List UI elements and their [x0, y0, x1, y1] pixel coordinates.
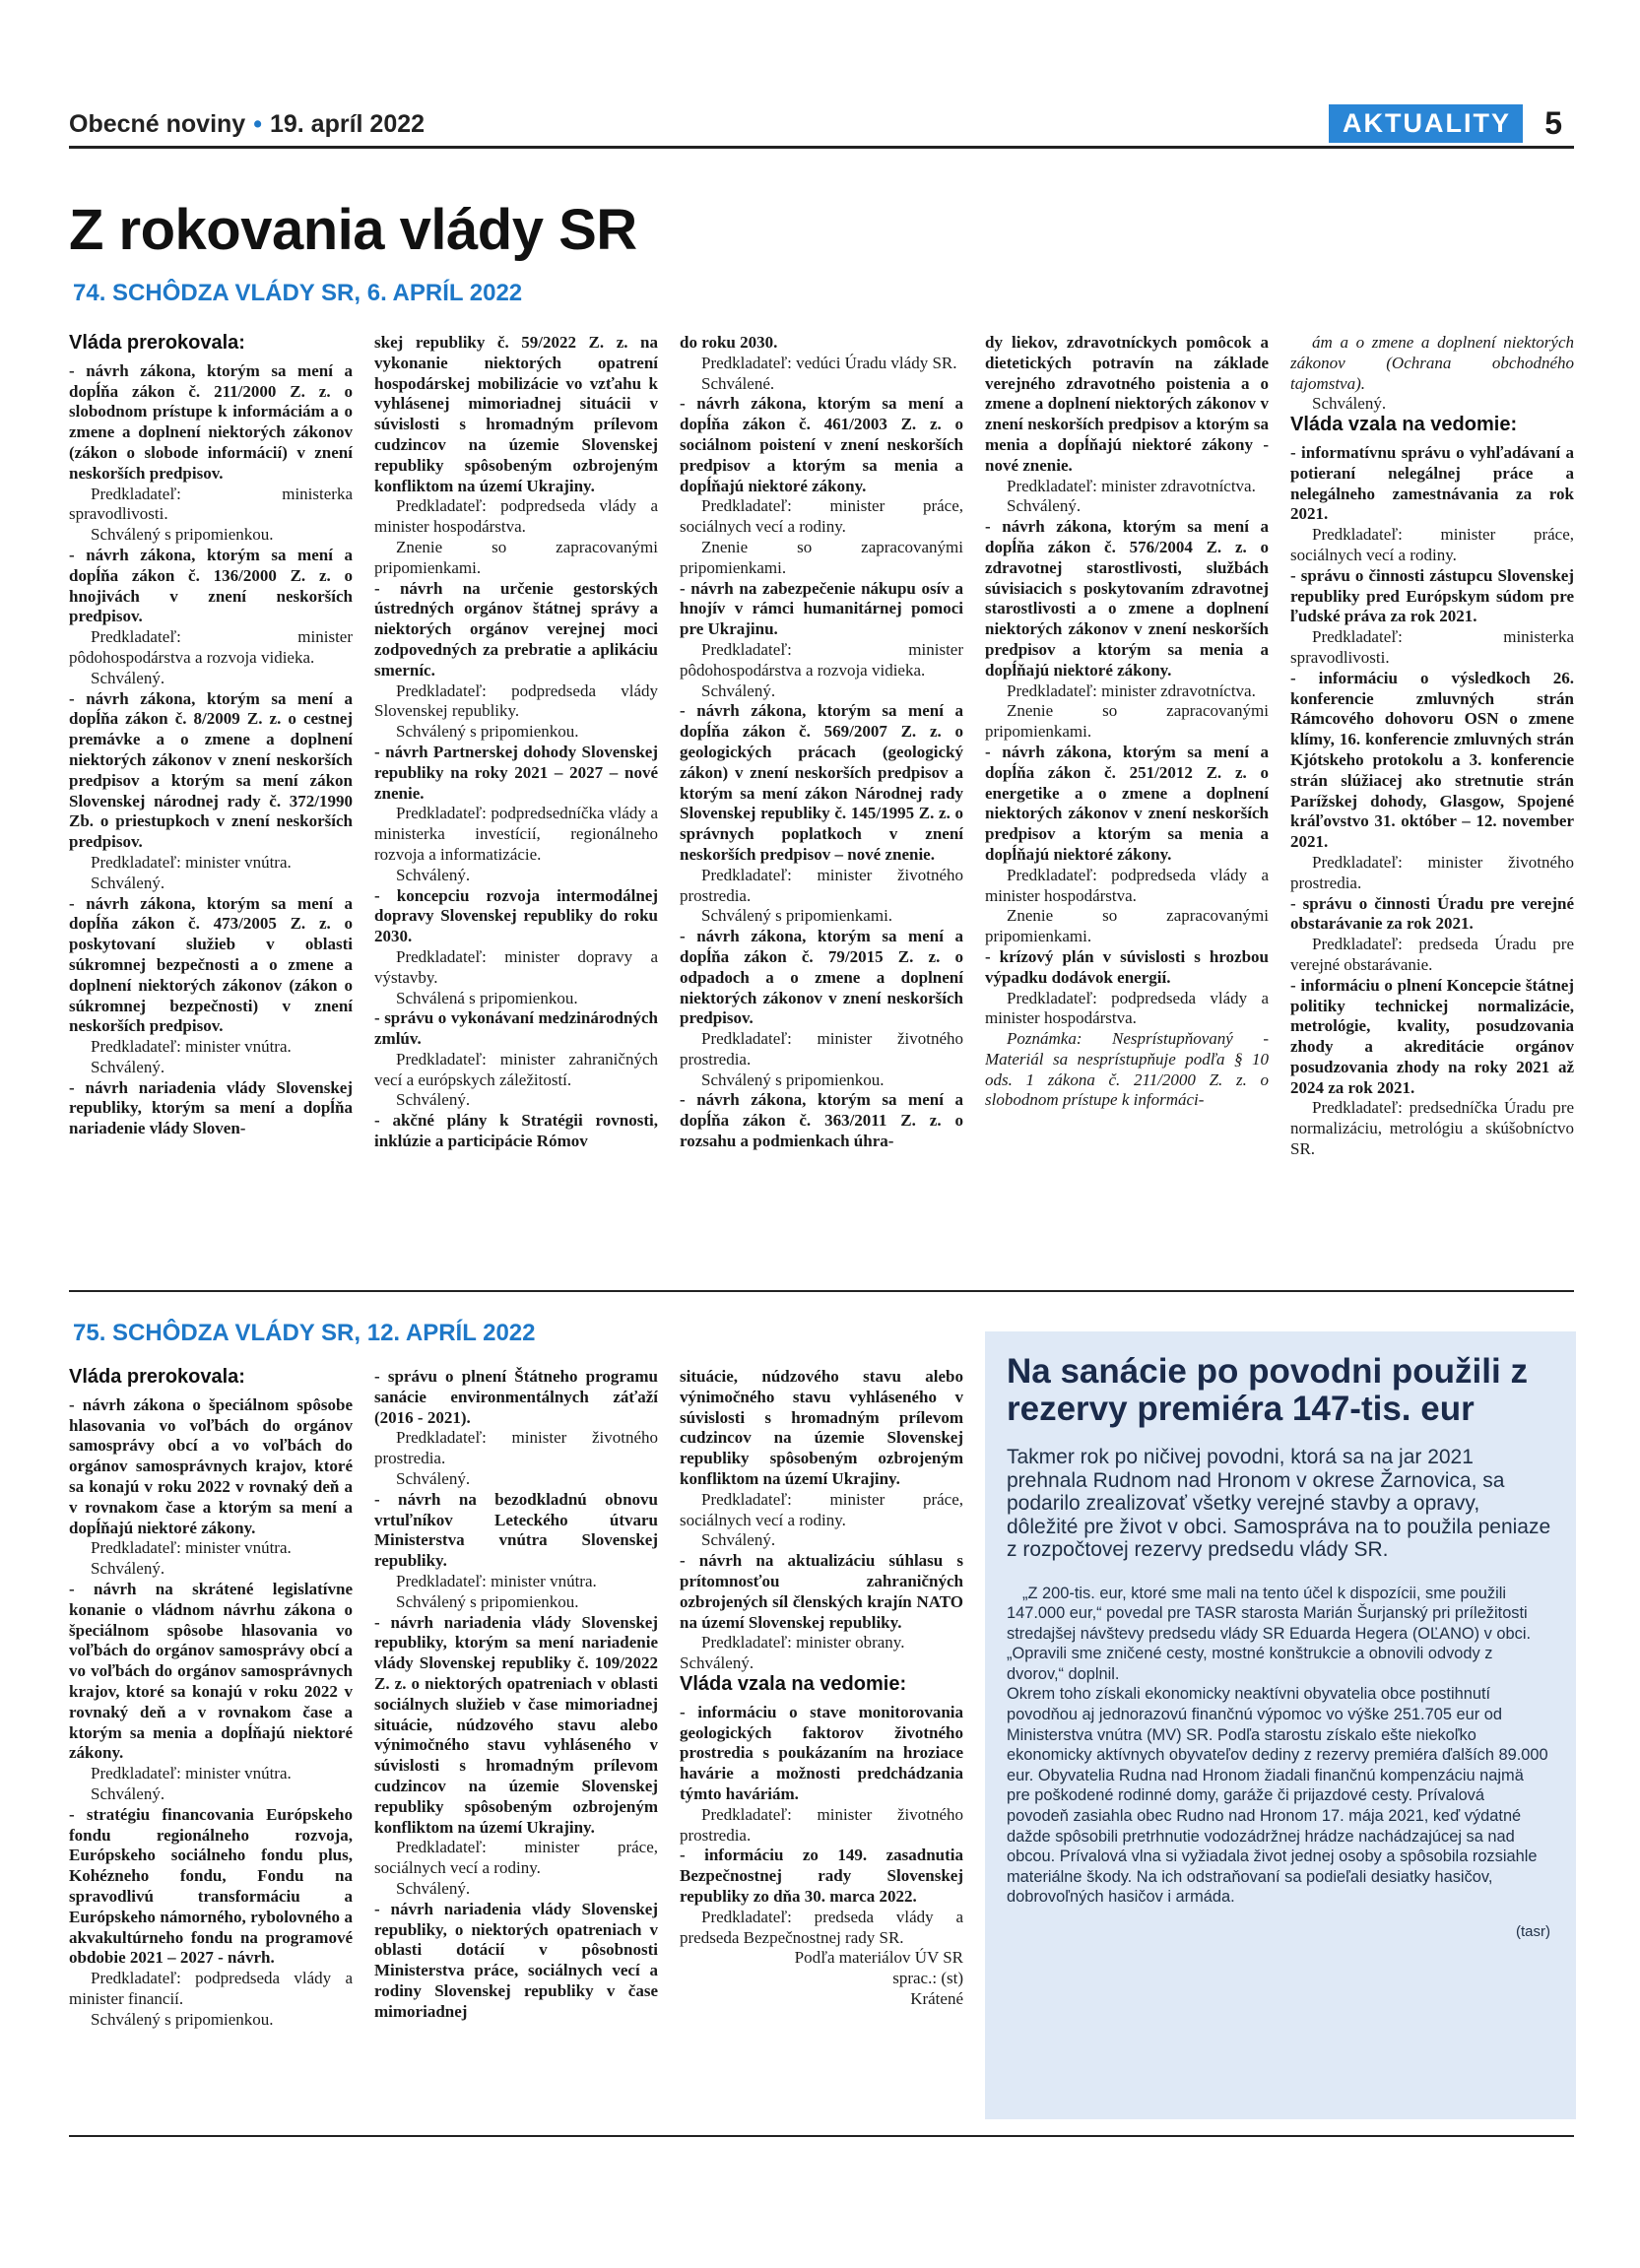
column-paragraph: - návrh nariadenia vlády Slovenskej republiky, ktorým sa mení a dopĺňa nariadenie vlády Sloven- [69, 1077, 353, 1138]
column-paragraph: Predkladateľ: minister dopravy a výstavby. [374, 946, 658, 987]
column-paragraph: - návrh zákona, ktorým sa mení a dopĺňa zákon č. 136/2000 Z. z. o hnojivách v znení neskorších predpisov. [69, 545, 353, 626]
meeting-74-column-5 [1290, 333, 1574, 1276]
column-paragraph: Predkladateľ: minister vnútra. [91, 1037, 292, 1057]
column-paragraph: - návrh Partnerskej dohody Slovenskej republiky na roky 2021 – 2027 – nové znenie. [374, 742, 658, 803]
column-paragraph: Schválený s pripomienkami. [701, 906, 893, 926]
column-paragraph: - návrh na aktualizáciu súhlasu s prítomnosťou zahraničných ozbrojených síl členských krajín NATO na území Slovenskej republiky. [680, 1551, 963, 1632]
column-paragraph: Schválený. [1007, 496, 1082, 516]
column-paragraph: Predkladateľ: minister práce, sociálnych vecí a rodiny. [680, 1489, 963, 1529]
column-paragraph: Predkladateľ: minister pôdohospodárstva a rozvoja vidieka. [69, 627, 353, 667]
column-paragraph: Schválený. [91, 1783, 165, 1803]
column-paragraph: Predkladateľ: minister vnútra. [91, 1538, 292, 1558]
column-paragraph: Schválený. [91, 1057, 165, 1076]
column-paragraph: - správu o plnení Štátneho programu sanácie environmentálnych záťaží (2016 - 2021). [374, 1367, 658, 1427]
column-paragraph: Predkladateľ: minister životného prostredia. [680, 865, 963, 905]
page-number: 5 [1544, 105, 1562, 141]
column-paragraph: - stratégiu financovania Európskeho fondu regionálneho rozvoja, Európskeho sociálneho fondu plus, Kohézneho fondu, Fondu na spravodlivú transformáciu a Európskeho námorného, rybolovného a akvakultúrneho fondu na programové obdobie 2021 – 2027 - návrh. [69, 1804, 353, 1968]
column-paragraph: - návrh nariadenia vlády Slovenskej republiky, o niektorých opatreniach v oblasti dotácií v pôsobnosti Ministerstva práce, sociálnych vecí a rodiny Slovenskej republiky v čase mimoriadnej [374, 1899, 658, 2021]
column-paragraph: Schválený. [1312, 394, 1387, 414]
column-paragraph: Schválený. [396, 865, 471, 884]
column-paragraph: Poznámka: Nesprístupňovaný - Materiál sa nesprístupňuje podľa § 10 ods. 1 zákona č. 211/2000 Z. z. o slobodnom prístupe k informáci- [985, 1029, 1269, 1110]
section-label: AKTUALITY [1329, 104, 1523, 143]
column-paragraph: Predkladateľ: minister práce, sociálnych vecí a rodiny. [374, 1838, 658, 1878]
column-paragraph: sprac.: (st) [892, 1969, 963, 1988]
flood-news-paragraph: Okrem toho získali ekonomicky neaktívni obyvatelia obce postihnutí povodňou aj jednorazovú finančnú výpomoc vo výške 251.705 eur od Ministerstva vnútra (MV) SR. Podľa starostu získalo ešte niekoľko ekonomicky aktívnych obyvateľov dediny z rezervy premiéra ďalších 89.000 eur. Obyvatelia Rudna nad Hronom žiadali finančnú kompenzáciu najmä pre poškodené rodinné domy, garáže či prijazdové cesty. Prívalová povodeň zasiahla obec Rudno nad Hronom 17. mája 2021, keď výdatné dažde spôsobili pretrhnutie vodozádržnej hrádze nachádzajúcej sa nad obcou. Prívalová vlna si vyžiadala život jednej osoby a spôsobila rozsiahle materiálne škody. Na ich odstraňovaní sa podieľali desiatky hasičov, dobrovoľných hasičov i armáda. [1007, 1685, 1548, 1907]
header-masthead [69, 110, 425, 139]
flood-news-paragraph: „Z 200-tis. eur, ktoré sme mali na tento účel k dispozícii, sme použili 147.000 eur,“ povedal pre TASR starosta Marián Šurjanský pri príležitosti stredajšej návštevy predsedu vlády SR Eduarda Hegera (OĽANO) v obci. „Opravili sme zničené cesty, mostné konštrukcie a obnovili odvody z dvorov,“ doplnil. [1007, 1584, 1532, 1683]
column-paragraph: - návrh nariadenia vlády Slovenskej republiky, ktorým sa mení nariadenie vlády Slovenskej republiky č. 109/2022 Z. z. o niektorých opatreniach v oblasti sociálnych služieb v čase mimoriadnej situácie, núdzového stavu alebo výnimočného stavu vyhláseného v súvislosti s hromadným prílevom cudzincov na územie Slovenskej republiky spôsobeným ozbrojeným konfliktom na území Ukrajiny. [374, 1612, 658, 1837]
column-paragraph: Predkladateľ: podpredsedníčka vlády a ministerka investícií, regionálneho rozvoja a informatizácie. [374, 804, 658, 864]
column-paragraph: - návrh zákona, ktorým sa mení a dopĺňa zákon č. 576/2004 Z. z. o zdravotnej starostlivosti, službách súvisiacich s poskytovaním zdravotnej starostlivosti a o zmene a doplnení niektorých zákonov v znení neskorších predpisov a ktorým sa menia a dopĺňajú niektoré zákony. [985, 517, 1269, 680]
column-paragraph: Schválený. [396, 1878, 471, 1898]
column-paragraph: Predkladateľ: minister zahraničných vecí a európskych záležitostí. [374, 1049, 658, 1089]
column-paragraph: Schválené. [701, 373, 775, 393]
column-paragraph: Predkladateľ: minister vnútra. [396, 1571, 597, 1590]
meeting-75-heading: 75. SCHÔDZA VLÁDY SR, 12. APRÍL 2022 [73, 1320, 536, 1346]
column-paragraph: Schválený s pripomienkou. [91, 2009, 274, 2029]
column-paragraph: - návrh zákona, ktorým sa mení a dopĺňa zákon č. 8/2009 Z. z. o cestnej premávke a o zmene a doplnení niektorých zákonov v znení neskorších predpisov a ktorým sa mení zákon Slovenskej národnej rady č. 372/1990 Zb. o priestupkoch v znení neskorších predpisov. [69, 688, 353, 852]
meeting-74-column-4 [985, 333, 1269, 1276]
meeting-74-column-3 [680, 333, 963, 1276]
column-paragraph: - informatívnu správu o vyhľadávaní a potieraní nelegálnej práce a nelegálneho zamestnávania za rok 2021. [1290, 442, 1574, 524]
column-paragraph: ám a o zmene a doplnení niektorých zákonov (Ochrana obchodného tajomstva). [1290, 333, 1574, 393]
column-paragraph: Predkladateľ: podpredseda vlády a minister hospodárstva. [985, 988, 1269, 1028]
section-label: Vláda prerokovala: [69, 1367, 245, 1388]
column-paragraph: Schválený. [680, 1653, 754, 1673]
column-paragraph: Predkladateľ: podpredseda vlády a minister hospodárstva. [374, 496, 658, 537]
column-paragraph: - návrh zákona, ktorým sa mení a dopĺňa zákon č. 461/2003 Z. z. o sociálnom poistení v znení neskorších predpisov a ktorým sa menia a dopĺňajú niektoré zákony. [680, 394, 963, 495]
column-paragraph: Schválený. [701, 1530, 776, 1550]
column-paragraph: - krízový plán v súvislosti s hrozbou výpadku dodávok energií. [985, 946, 1269, 987]
column-paragraph: Predkladateľ: minister vnútra. [91, 1764, 292, 1783]
column-paragraph: Predkladateľ: predsedníčka Úradu pre normalizáciu, metrológiu a skúšobníctvo SR. [1290, 1098, 1574, 1159]
column-paragraph: Znenie so zapracovanými pripomienkami. [985, 701, 1269, 742]
column-paragraph: Predkladateľ: minister životného prostredia. [374, 1428, 658, 1468]
flood-news-lead: Takmer rok po ničivej povodni, ktorá sa na jar 2021 prehnala Rudnom nad Hronom v okrese Žarnovica, sa podarilo zrealizovať všetky verejné stavby a opravy, dôležité pre život v obci. Samospráva na to použila peniaze z rozpočtovej rezervy predsedu vlády SR. [1007, 1446, 1551, 1561]
column-paragraph: Krátené [910, 1988, 963, 2008]
column-paragraph: - správu o vykonávaní medzinárodných zmlúv. [374, 1008, 658, 1049]
column-paragraph: Predkladateľ: podpredseda vlády Slovenskej republiky. [374, 680, 658, 721]
section-divider [69, 1290, 1574, 1292]
column-paragraph: Predkladateľ: podpredseda vlády a minister financií. [69, 1969, 353, 2008]
column-paragraph: Schválený. [91, 1559, 165, 1579]
column-paragraph: Schválený. [701, 680, 776, 700]
column-paragraph: - návrh zákona, ktorým sa mení a dopĺňa zákon č. 251/2012 Z. z. o energetike a o zmene a doplnení niektorých zákonov v znení neskorších predpisov a ktorým sa menia a dopĺňajú niektoré zákony. [985, 742, 1269, 864]
column-paragraph: situácie, núdzového stavu alebo výnimočného stavu vyhláseného v súvislosti s hromadným prílevom cudzincov na územie Slovenskej republiky spôsobeným ozbrojeným konfliktom na území Ukrajiny. [680, 1367, 963, 1488]
column-paragraph: - návrh na určenie gestorských ústredných orgánov štátnej správy a niektorých orgánov verejnej moci zodpovedných za prebratie a aplikáciu smerníc. [374, 578, 658, 680]
column-paragraph: Predkladateľ: minister vnútra. [91, 852, 292, 872]
column-paragraph: Znenie so zapracovanými pripomienkami. [374, 537, 658, 577]
column-paragraph: - akčné plány k Stratégii rovnosti, inklúzie a participácie Rómov [374, 1111, 658, 1151]
meeting-74-column-2 [374, 333, 658, 1276]
flood-news-body [1007, 1584, 1550, 1909]
meeting-74-column-1 [69, 333, 353, 1276]
header-rule [69, 146, 1574, 149]
column-paragraph: Predkladateľ: minister zdravotníctva. [1007, 680, 1256, 700]
meeting-75-column-1 [69, 1367, 353, 2115]
footer-rule [69, 2135, 1574, 2137]
column-paragraph: dy liekov, zdravotníckych pomôcok a dietetických potravín na základe verejného zdravotného poistenia a o zmene a doplnení niektorých zákonov v znení neskorších predpisov a ktorým sa menia a dopĺňajú niektoré zákony - nové znenie. [985, 333, 1269, 475]
flood-news-box [985, 1331, 1576, 2119]
column-paragraph: - koncepciu rozvoja intermodálnej dopravy Slovenskej republiky do roku 2030. [374, 885, 658, 946]
column-paragraph: Schválený s pripomienkou. [396, 722, 579, 742]
column-paragraph: Predkladateľ: minister pôdohospodárstva a rozvoja vidieka. [680, 639, 963, 680]
column-paragraph: Predkladateľ: minister životného prostredia. [680, 1029, 963, 1069]
column-paragraph: - návrh zákona, ktorým sa mení a dopĺňa zákon č. 473/2005 Z. z. o poskytovaní služieb v oblasti súkromnej bezpečnosti a o zmene a doplnení niektorých zákonov (zákon o súkromnej bezpečnosti) v znení neskorších predpisov. [69, 893, 353, 1036]
column-paragraph: - návrh zákona, ktorým sa mení a dopĺňa zákon č. 211/2000 Z. z. o slobodnom prístupe k informáciám a o zmene a doplnení niektorých zákonov (zákon o slobode informácií) v znení neskorších predpisov. [69, 360, 353, 483]
column-paragraph: Predkladateľ: vedúci Úradu vlády SR. [701, 353, 957, 372]
column-paragraph: Znenie so zapracovanými pripomienkami. [985, 906, 1269, 946]
column-paragraph: Schválená s pripomienkou. [396, 988, 578, 1007]
flood-news-headline: Na sanácie po povodni použili z rezervy premiéra 147-tis. eur [1007, 1352, 1528, 1428]
column-paragraph: Schválený s pripomienkou. [396, 1591, 579, 1611]
column-paragraph: - správu o činnosti zástupcu Slovenskej republiky pred Európskym súdom pre ľudské práva za rok 2021. [1290, 565, 1574, 626]
column-paragraph: Predkladateľ: minister obrany. [701, 1633, 905, 1652]
column-paragraph: do roku 2030. [680, 333, 778, 352]
column-paragraph: Schválený s pripomienkou. [91, 525, 274, 545]
column-paragraph: Predkladateľ: ministerka spravodlivosti. [69, 484, 353, 524]
flood-news-credit: (tasr) [1516, 1923, 1550, 1940]
column-paragraph: Podľa materiálov ÚV SR [794, 1948, 963, 1968]
column-paragraph: - návrh na bezodkladnú obnovu vrtuľníkov Leteckého útvaru Ministerstva vnútra Slovenskej republiky. [374, 1489, 658, 1571]
column-paragraph: Predkladateľ: minister práce, sociálnych vecí a rodiny. [680, 496, 963, 537]
column-paragraph: - návrh zákona o špeciálnom spôsobe hlasovania vo voľbách do orgánov samosprávy obcí a vo voľbách do orgánov samosprávnych krajov, ktoré sa konajú v roku 2022 v rovnaký deň a v rovnakom čase a ktorým sa mení a dopĺňajú niektoré zákony. [69, 1394, 353, 1537]
column-paragraph: - návrh zákona, ktorým sa mení a dopĺňa zákon č. 569/2007 Z. z. o geologických prácach (geologický zákon) v znení neskorších predpisov a ktorým sa mení zákon Národnej rady Slovenskej republiky č. 145/1995 Z. z. o správnych poplatkoch v znení neskorších predpisov – nové znenie. [680, 701, 963, 864]
column-paragraph: Schválený. [91, 873, 165, 892]
column-paragraph: - informáciu zo 149. zasadnutia Bezpečnostnej rady Slovenskej republiky zo dňa 30. marca 2022. [680, 1846, 963, 1906]
issue-date: 19. apríl 2022 [269, 110, 426, 138]
column-paragraph: skej republiky č. 59/2022 Z. z. na vykonanie niektorých opatrení hospodárskej mobilizácie vo vzťahu k vyhlásenej mimoriadnej situácii v súvislosti s hromadným prílevom cudzincov na územie Slovenskej republiky spôsobeným ozbrojeným konfliktom na území Ukrajiny. [374, 333, 658, 495]
column-paragraph: - informáciu o výsledkoch 26. konferencie zmluvných strán Rámcového dohovoru OSN o zmene klímy, 16. konferencie zmluvných strán Kjótskeho protokolu a 3. konferencie strán slúžiacej ako stretnutie strán Parížskej dohody, Glasgow, Spojené kráľovstvo 31. október – 12. november 2021. [1290, 668, 1574, 852]
column-paragraph: Schválený. [91, 668, 165, 687]
column-paragraph: Predkladateľ: minister práce, sociálnych vecí a rodiny. [1290, 525, 1574, 564]
column-paragraph: Predkladateľ: predseda Úradu pre verejné obstarávanie. [1290, 935, 1574, 974]
column-paragraph: - informáciu o plnení Koncepcie štátnej politiky technickej normalizácie, metrológie, kvality, posudzovania zhody a akreditácie orgánov posudzovania zhody na roky 2021 až 2024 za rok 2021. [1290, 975, 1574, 1097]
column-paragraph: - správu o činnosti Úradu pre verejné obstarávanie za rok 2021. [1290, 893, 1574, 934]
meeting-74-heading: 74. SCHÔDZA VLÁDY SR, 6. APRÍL 2022 [73, 280, 523, 306]
column-paragraph: - návrh zákona, ktorým sa mení a dopĺňa zákon č. 79/2015 Z. z. o odpadoch a o zmene a doplnení niektorých zákonov v znení neskorších predpisov. [680, 927, 963, 1028]
bullet-separator: • [253, 110, 262, 138]
column-paragraph: - návrh zákona, ktorým sa mení a dopĺňa zákon č. 363/2011 Z. z. o rozsahu a podmienkach úhra- [680, 1090, 963, 1151]
section-label: Vláda vzala na vedomie: [1290, 414, 1518, 436]
column-paragraph: - informáciu o stave monitorovania geologických faktorov životného prostredia s poukázaním na hroziace havárie a možnosti predchádzania týmto haváriám. [680, 1702, 963, 1803]
meeting-75-columns [69, 1367, 965, 2115]
meeting-74-columns [69, 333, 1574, 1276]
column-paragraph: Predkladateľ: minister životného prostredia. [680, 1804, 963, 1845]
column-paragraph: Schválený. [396, 1090, 471, 1110]
meeting-75-column-3 [680, 1367, 963, 2115]
column-paragraph: Schválený s pripomienkou. [701, 1069, 885, 1089]
column-paragraph: Predkladateľ: ministerka spravodlivosti. [1290, 627, 1574, 667]
column-paragraph: Predkladateľ: podpredseda vlády a minister hospodárstva. [985, 865, 1269, 905]
column-paragraph: Predkladateľ: minister zdravotníctva. [1007, 476, 1256, 495]
column-paragraph: - návrh na zabezpečenie nákupu osív a hnojív v rámci humanitárnej pomoci pre Ukrajinu. [680, 578, 963, 639]
section-label: Vláda vzala na vedomie: [680, 1672, 907, 1695]
column-paragraph: Predkladateľ: predseda vlády a predseda Bezpečnostnej rady SR. [680, 1907, 963, 1947]
column-paragraph: Predkladateľ: minister životného prostredia. [1290, 852, 1574, 892]
section-label: Vláda prerokovala: [69, 333, 245, 354]
meeting-75-column-2 [374, 1367, 658, 2115]
column-paragraph: - návrh na skrátené legislatívne konanie o vládnom návrhu zákona o špeciálnom spôsobe hlasovania vo voľbách do orgánov samosprávy obcí a vo voľbách do orgánov samosprávnych krajov, ktoré sa konajú v roku 2022 v rovnaký deň a v rovnakom čase a ktorým sa menia a dopĺňajú niektoré zákony. [69, 1579, 353, 1763]
newspaper-name: Obecné noviny [69, 110, 246, 138]
column-paragraph: Znenie so zapracovanými pripomienkami. [680, 537, 963, 577]
column-paragraph: Schválený. [396, 1468, 471, 1488]
article-title: Z rokovania vlády SR [69, 198, 637, 262]
